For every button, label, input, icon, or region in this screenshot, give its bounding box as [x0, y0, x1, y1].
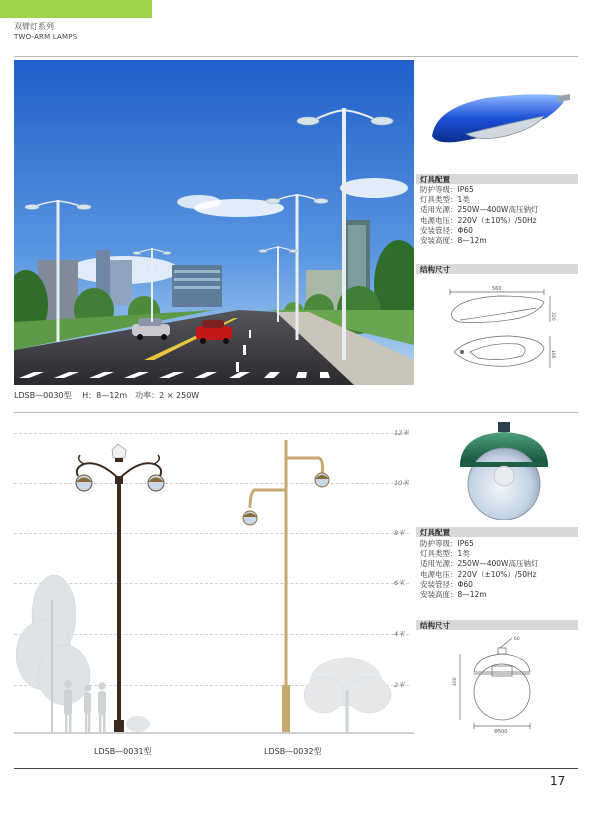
- header-accent-bar: [0, 0, 152, 18]
- spec-list-a: [420, 185, 538, 246]
- spec-list-b: [420, 539, 538, 600]
- spec-item: 安装管径：Φ60: [420, 225, 473, 235]
- dim-depth-a: 166: [550, 350, 555, 359]
- scale-label: 8米: [394, 529, 405, 537]
- spec-item: 电源电压：220V（±10%）/50Hz: [420, 569, 537, 579]
- scale-label: 2米: [394, 681, 405, 689]
- structure-drawing-b: [452, 634, 562, 734]
- spec-item: 灯具类型：1类: [420, 549, 470, 559]
- spec-item: 防护等级：IP65: [420, 185, 474, 194]
- product-b-caption-left: LDSB—0031型: [94, 747, 152, 756]
- dim-diameter-b: Φ500: [494, 729, 508, 734]
- section-divider: [14, 412, 578, 413]
- spec-item: 适用光源：250W—400W高压钠灯: [420, 559, 539, 569]
- dim-height-a: 320: [550, 312, 555, 321]
- dim-width-a: 560: [492, 286, 502, 292]
- series-title-en: TWO-ARM LAMPS: [14, 33, 78, 41]
- dim-height-b: 400: [453, 677, 458, 686]
- structure-drawing-a: [440, 282, 558, 382]
- struct-title-a: 结构尺寸: [420, 265, 450, 274]
- street-scene-photo: [14, 60, 414, 385]
- scale-label: 4米: [394, 630, 405, 638]
- spec-item: 安装管径：Φ60: [420, 579, 473, 589]
- spec-item: 安装高度：8—12m: [420, 235, 487, 245]
- scale-label: 10米: [394, 479, 409, 487]
- product-b-caption-right: LDSB—0032型: [264, 747, 322, 756]
- series-title-cn: 双臂灯系列: [14, 22, 54, 31]
- config-title-b: 灯具配置: [420, 528, 450, 537]
- struct-title-b: 结构尺寸: [420, 621, 450, 630]
- elevation-drawing: [14, 420, 414, 740]
- spec-item: 适用光源：250W—400W高压钠灯: [420, 205, 539, 215]
- spec-item: 防护等级：IP65: [420, 539, 474, 548]
- page-number: 17: [550, 774, 566, 788]
- spec-item: 安装高度：8—12m: [420, 589, 487, 599]
- scale-label: 12米: [394, 429, 409, 437]
- lamp-head-b-image: [452, 420, 556, 520]
- footer-divider: [14, 768, 578, 769]
- dim-angle-b: 60: [514, 637, 520, 642]
- header-divider: [14, 56, 578, 57]
- product-a-caption: LDSB—0030型 H：8—12m 功率：2 × 250W: [14, 391, 200, 400]
- spec-item: 灯具类型：1类: [420, 195, 470, 205]
- spec-item: 电源电压：220V（±10%）/50Hz: [420, 215, 537, 225]
- lamp-head-a-image: [426, 88, 572, 152]
- scale-label: 6米: [394, 579, 405, 587]
- config-title-a: 灯具配置: [420, 175, 450, 184]
